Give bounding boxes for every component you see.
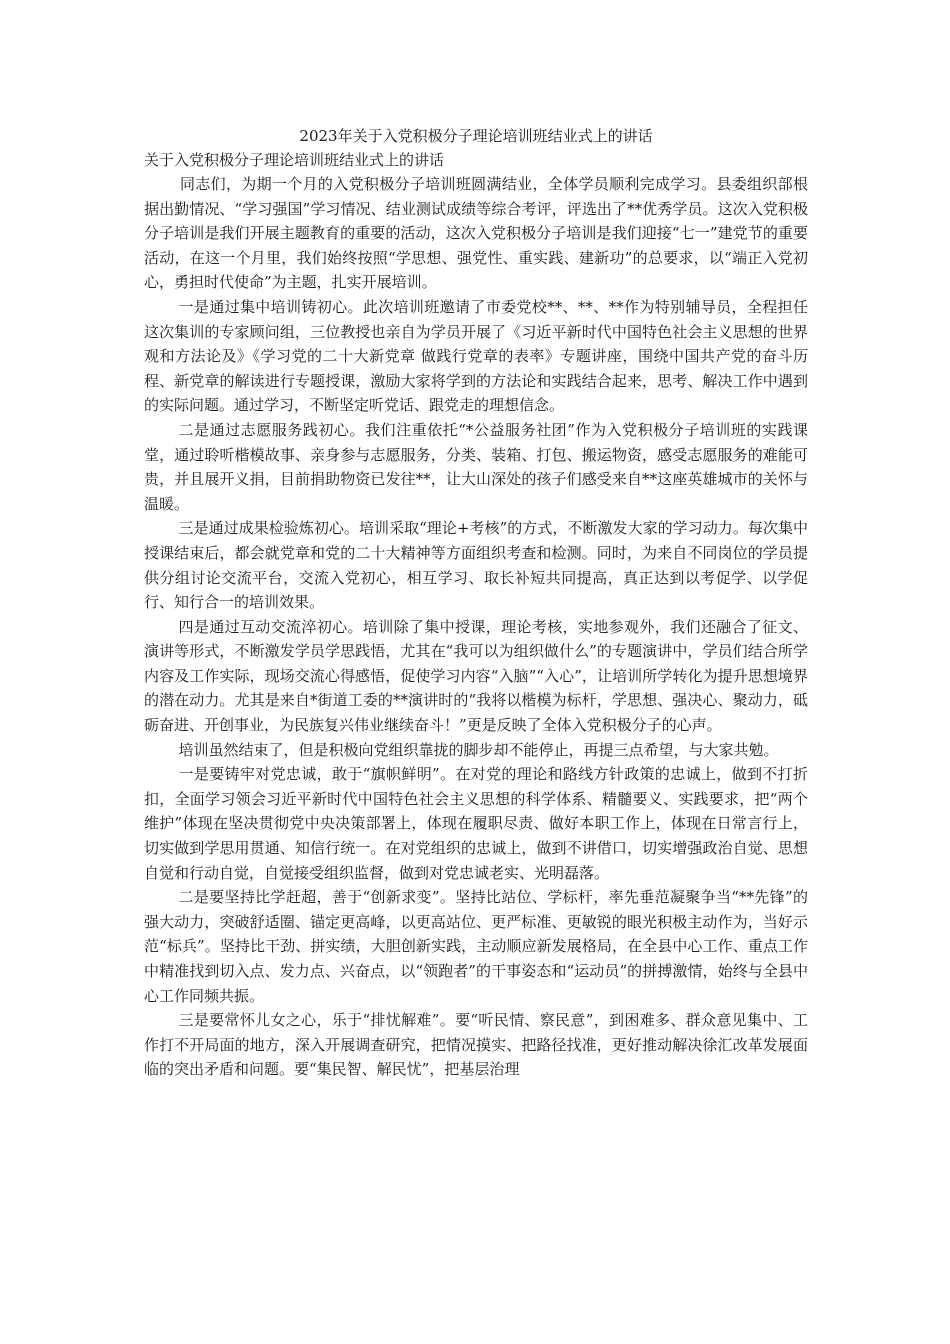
- paragraph-hope-3: 三是要常怀儿女之心，乐于“排忧解难”。要“听民情、察民意”，到困难多、群众意见集中、工作打不开局面的地方，深入开展调查研究，把情况摸实、把路径找准，更好推动解决徐汇改革发展面临的突出矛盾和问题。要“集民智、解民忧”，把基层治理: [144, 1011, 808, 1079]
- paragraph-point-2: 二是通过志愿服务践初心。我们注重依托“*公益服务社团”作为入党积极分子培训班的实践课堂，通过聆听楷模故事、亲身参与志愿服务，分类、装箱、打包、搬运物资，感受志愿服务的难能可贵，并且展开义捐，目前捐助物资已发往**，让大山深处的孩子们感受来自**这座英雄城市的关怀与温暖。: [144, 420, 808, 513]
- paragraph-hope-1: 一是要铸牢对党忠诚，敢于“旗帜鲜明”。在对党的理论和路线方针政策的忠诚上，做到不打折扣，全面学习领会习近平新时代中国特色社会主义思想的科学体系、精髓要义、实践要求，把“两个维护”体现在坚决贯彻党中央决策部署上，体现在履职尽责、做好本职工作上，体现在日常言行上，切实做到学思用贯通、知信行统一。在对党组织的忠诚上，做到不讲借口，切实增强政治自觉、思想自觉和行动自觉，自觉接受组织监督，做到对党忠诚老实、光明磊落。: [144, 765, 808, 882]
- paragraph-point-4: 四是通过互动交流淬初心。培训除了集中授课，理论考核，实地参观外，我们还融合了征文、演讲等形式，不断激发学员学思践悟，尤其在“我可以为组织做什么”的专题演讲中，学员们结合所学内容及工作实际，现场交流心得感悟，促使学习内容“入脑”“入心”，让培训所学转化为提升思想境界的潜在动力。尤其是来自*街道工委的**演讲时的“我将以楷模为标杆，学思想、强决心、聚动力，砥砺奋进、开创事业，为民族复兴伟业继续奋斗！”更是反映了全体入党积极分子的心声。: [144, 617, 808, 735]
- paragraph-point-1: 一是通过集中培训铸初心。此次培训班邀请了市委党校**、**、**作为特别辅导员，全程担任这次集训的专家顾问组，三位教授也亲自为学员开展了《习近平新时代中国特色社会主义思想的世界观和方法论及》《学习党的二十大新党章 做践行党章的表率》专题讲座，围绕中国共产党的奋斗历程、新党章的解读进行专题授课，激励大家将学到的方法论和实践结合起来，思考、解决工作中遇到的实际问题。通过学习，不断坚定听党话、跟党走的理想信念。: [144, 297, 808, 415]
- document-title: 2023年关于入党积极分子理论培训班结业式上的讲话: [299, 127, 653, 145]
- paragraph-hope-2: 二是要坚持比学赶超，善于“创新求变”。坚持比站位、学标杆，率先垂范凝聚争当“**先锋”的强大动力，突破舒适圈、锚定更高峰，以更高站位、更严标准、更敏锐的眼光积极主动作为，当好示范“标兵”。坚持比干劲、拼实绩，大胆创新实践，主动顺应新发展格局，在全县中心工作、重点工作中精准找到切入点、发力点、兴奋点，以“领跑者”的干事姿态和“运动员”的拼搏激情，始终与全县中心工作同频共振。: [144, 888, 808, 1005]
- paragraph-opening: 同志们，为期一个月的入党积极分子培训班圆满结业，全体学员顺利完成学习。县委组织部根据出勤情况、“学习强国”学习情况、结业测试成绩等综合考评，评选出了**优秀学员。这次入党积极分子培训是我们开展主题教育的重要的活动，这次入党积极分子培训是我们迎接“七一”建党节的重要活动，在这一个月里，我们始终按照“学思想、强党性、重实践、建新功”的总要求，以“端正入党初心，勇担时代使命”为主题，扎实开展培训。: [144, 175, 808, 292]
- paragraph-point-3: 三是通过成果检验炼初心。培训采取“理论+考核”的方式，不断激发大家的学习动力。每次集中授课结束后，都会就党章和党的二十大精神等方面组织考查和检测。同时，为来自不同岗位的学员提供分组讨论交流平台，交流入党初心，相互学习、取长补短共同提高，真正达到以考促学、以学促行、知行合一的培训效果。: [144, 519, 808, 612]
- document-page: [144, 124, 808, 1082]
- document-subtitle: 关于入党积极分子理论培训班结业式上的讲话: [144, 151, 445, 169]
- paragraph-transition: 培训虽然结束了，但是积极向党组织靠拢的脚步却不能停止，再提三点希望，与大家共勉。: [178, 740, 779, 759]
